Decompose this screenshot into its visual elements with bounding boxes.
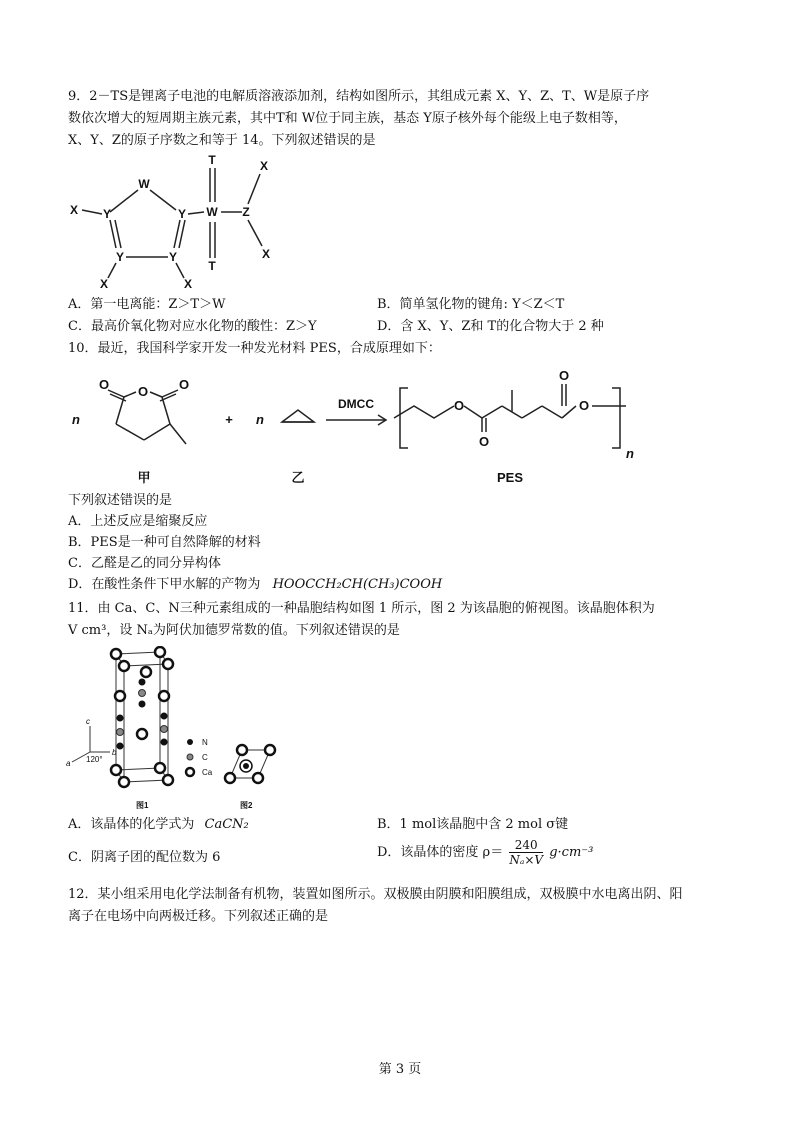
axis-angle: 120° — [86, 755, 103, 764]
legend-ca: Ca — [202, 768, 213, 777]
atom-y: Y — [168, 250, 178, 264]
q11-line-1: 11．由 Ca、C、N三种元素组成的一种晶胞结构如图 1 所示，图 2 为该晶胞的俯视图。该晶胞体积为 — [68, 601, 655, 616]
density-numerator: 240 — [509, 838, 543, 853]
q11-option-c: C．阴离子团的配位数为 6 — [68, 850, 221, 865]
atom-y: Y — [177, 207, 187, 221]
q10-option-c: C．乙醛是乙的同分异构体 — [68, 556, 221, 571]
reagent-dmcc: DMCC — [338, 397, 374, 411]
atom-t: T — [208, 259, 216, 273]
figure-1-label: 图1 — [136, 801, 149, 810]
atom-x: X — [69, 203, 79, 217]
q11-option-a-text: A．该晶体的化学式为 — [68, 817, 195, 832]
q10-reaction-scheme — [64, 362, 744, 490]
atom-o: O — [98, 377, 110, 392]
q9-line-3: X、Y、Z的原子序数之和等于 14。下列叙述错误的是 — [68, 133, 376, 148]
atom-y: Y — [102, 207, 112, 221]
q9-line-1: 9．2－TS是锂离子电池的电解质溶液添加剂，结构如图所示，其组成元素 X、Y、Z、T、W是原子序 — [68, 89, 650, 104]
atom-x: X — [259, 159, 269, 173]
atom-o: O — [178, 377, 190, 392]
axis-c: c — [86, 717, 90, 726]
atom-o: O — [453, 398, 465, 413]
atom-w: W — [206, 205, 218, 219]
q9-structure-diagram — [64, 150, 294, 290]
q11-crystal-figure — [64, 646, 304, 814]
q11-option-b: B．1 mol该晶胞中含 2 mol σ键 — [377, 817, 569, 832]
atom-x: X — [183, 277, 193, 290]
density-unit: g·cm⁻³ — [549, 845, 594, 860]
atom-o: O — [578, 398, 590, 413]
atom-y: Y — [115, 250, 125, 264]
q9-option-a: A．第一电离能：Z＞T＞W — [68, 297, 226, 312]
q10-option-b: B．PES是一种可自然降解的材料 — [68, 535, 261, 550]
atom-t: T — [208, 153, 216, 167]
density-fraction — [509, 838, 543, 867]
label-yi: 乙 — [291, 470, 305, 485]
q10-prompt: 下列叙述错误的是 — [68, 493, 173, 508]
q10-option-d — [68, 576, 442, 594]
atom-o: O — [478, 434, 490, 449]
atom-z: Z — [242, 205, 250, 219]
q9-option-c: C．最高价氧化物对应水化物的酸性：Z＞Y — [68, 319, 317, 334]
q10-option-d-text: D．在酸性条件下甲水解的产物为 — [68, 577, 261, 592]
atom-w: W — [138, 177, 150, 191]
q10-option-d-formula: HOOCCH₂CH(CH₃)COOH — [272, 577, 443, 592]
q11-line-2: V cm³，设 Nₐ为阿伏加德罗常数的值。下列叙述错误的是 — [68, 623, 400, 638]
figure-2-label: 图2 — [240, 801, 253, 810]
label-jia: 甲 — [137, 470, 151, 485]
density-denominator: Nₐ×V — [509, 853, 544, 867]
plus-sign: + — [225, 412, 233, 427]
q9-line-2: 数依次增大的短周期主族元素，其中T和 W位于同主族，基态 Y原子核外每个能级上电子数相等， — [68, 111, 627, 126]
coefficient-n: n — [256, 412, 264, 427]
q11-option-a-formula: CaCN₂ — [204, 817, 249, 832]
page-number: 第 3 页 — [378, 1062, 422, 1077]
label-pes: PES — [496, 470, 524, 485]
atom-x: X — [261, 247, 271, 261]
atom-o: O — [558, 368, 570, 383]
coefficient-n: n — [72, 412, 80, 427]
axis-a: a — [66, 759, 71, 768]
q11-option-d-text: D．该晶体的密度 ρ＝ — [377, 845, 504, 860]
coefficient-n: n — [626, 446, 634, 461]
legend-n: N — [202, 738, 208, 747]
legend-c: C — [202, 753, 208, 762]
q12-line-2: 离子在电场中向两极迁移。下列叙述正确的是 — [68, 909, 329, 924]
atom-o: O — [137, 384, 149, 399]
axis-b: b — [112, 748, 117, 757]
q10-option-a: A．上述反应是缩聚反应 — [68, 514, 208, 529]
q9-option-b: B．简单氢化物的键角: Y＜Z＜T — [377, 297, 565, 312]
q11-option-a — [68, 816, 249, 834]
atom-x: X — [99, 277, 109, 290]
q11-option-d — [377, 838, 593, 867]
q12-line-1: 12．某小组采用电化学法制备有机物，装置如图所示。双极膜由阴膜和阳膜组成，双极膜中水电离出阴、阳 — [68, 887, 683, 902]
q9-option-d: D．含 X、Y、Z和 T的化合物大于 2 种 — [377, 319, 604, 334]
q10-line-1: 10．最近，我国科学家开发一种发光材料 PES，合成原理如下： — [68, 341, 441, 356]
